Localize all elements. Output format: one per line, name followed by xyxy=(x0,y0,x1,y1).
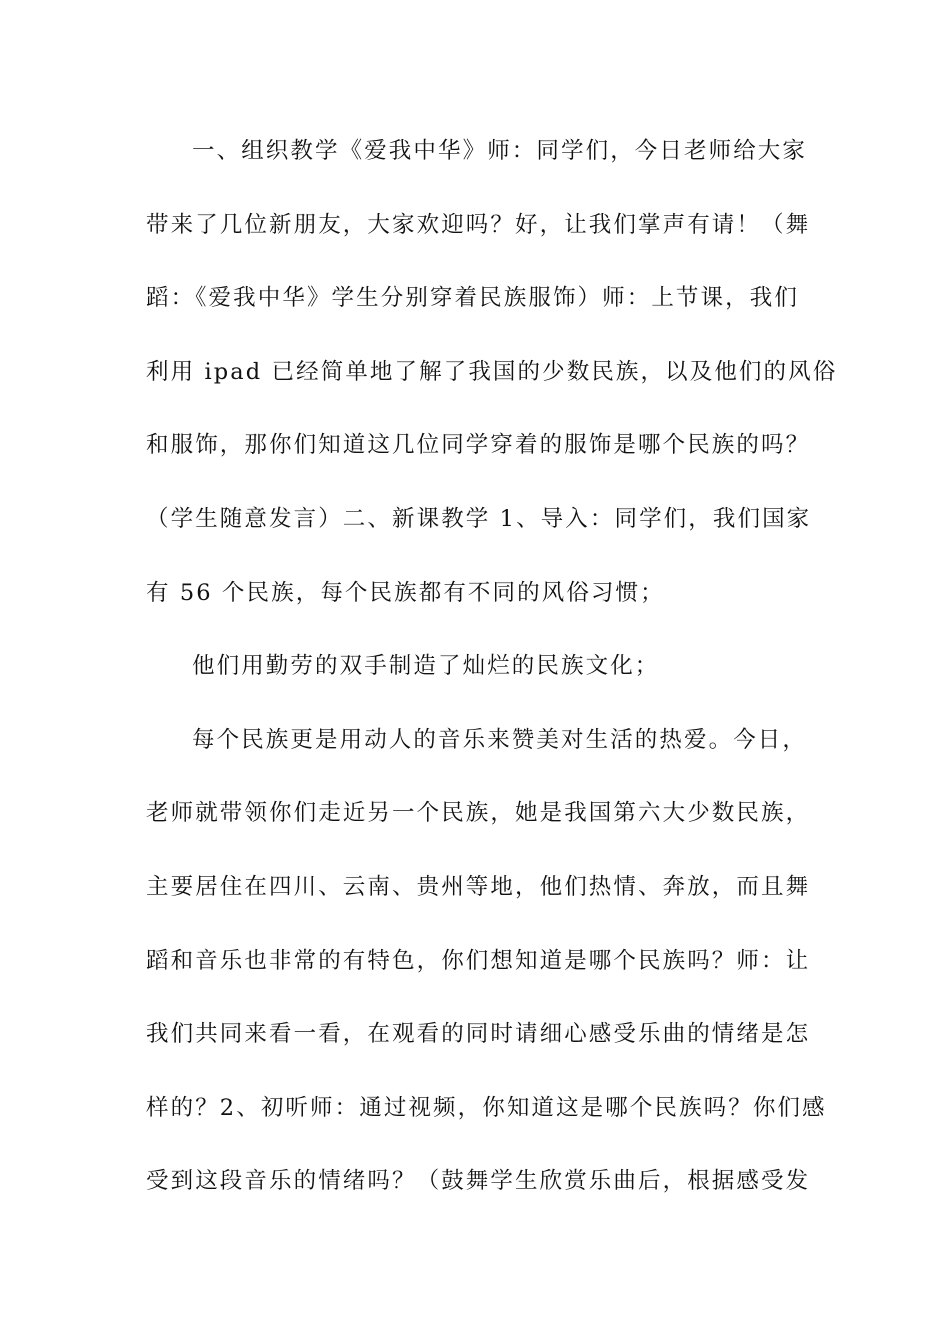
body-text xyxy=(146,128,838,1232)
text-line: 有 56 个民族，每个民族都有不同的风俗习惯； xyxy=(146,579,665,606)
text-line: 样的？2、初听师：通过视频，你知道这是哪个民族吗？你们感 xyxy=(146,1094,827,1121)
text-line: 老师就带领你们走近另一个民族，她是我国第六大少数民族， xyxy=(146,800,811,827)
text-line: （学生随意发言）二、新课教学 1、导入：同学们，我们国家 xyxy=(146,505,812,532)
text-line: 主要居住在四川、云南、贵州等地，他们热情、奔放，而且舞 xyxy=(146,873,811,900)
text-line: 利用 ipad 已经简单地了解了我国的少数民族，以及他们的风俗 xyxy=(146,358,838,385)
text-line: 受到这段音乐的情绪吗？（鼓舞学生欣赏乐曲后，根据感受发 xyxy=(146,1168,811,1195)
text-line: 我们共同来看一看，在观看的同时请细心感受乐曲的情绪是怎 xyxy=(146,1021,811,1048)
text-line: 带来了几位新朋友，大家欢迎吗？好，让我们掌声有请！（舞 xyxy=(146,211,811,238)
text-line: 和服饰，那你们知道这几位同学穿着的服饰是哪个民族的吗？ xyxy=(146,432,811,459)
text-line: 每个民族更是用动人的音乐来赞美对生活的热爱。今日， xyxy=(192,726,808,753)
text-line: 蹈和音乐也非常的有特色，你们想知道是哪个民族吗？师：让 xyxy=(146,947,811,974)
text-line: 他们用勤劳的双手制造了灿烂的民族文化； xyxy=(192,653,660,680)
text-line: 一、组织教学《爱我中华》师：同学们，今日老师给大家 xyxy=(192,138,808,164)
text-line: 蹈：《爱我中华》学生分别穿着民族服饰）师：上节课，我们 xyxy=(146,285,799,312)
